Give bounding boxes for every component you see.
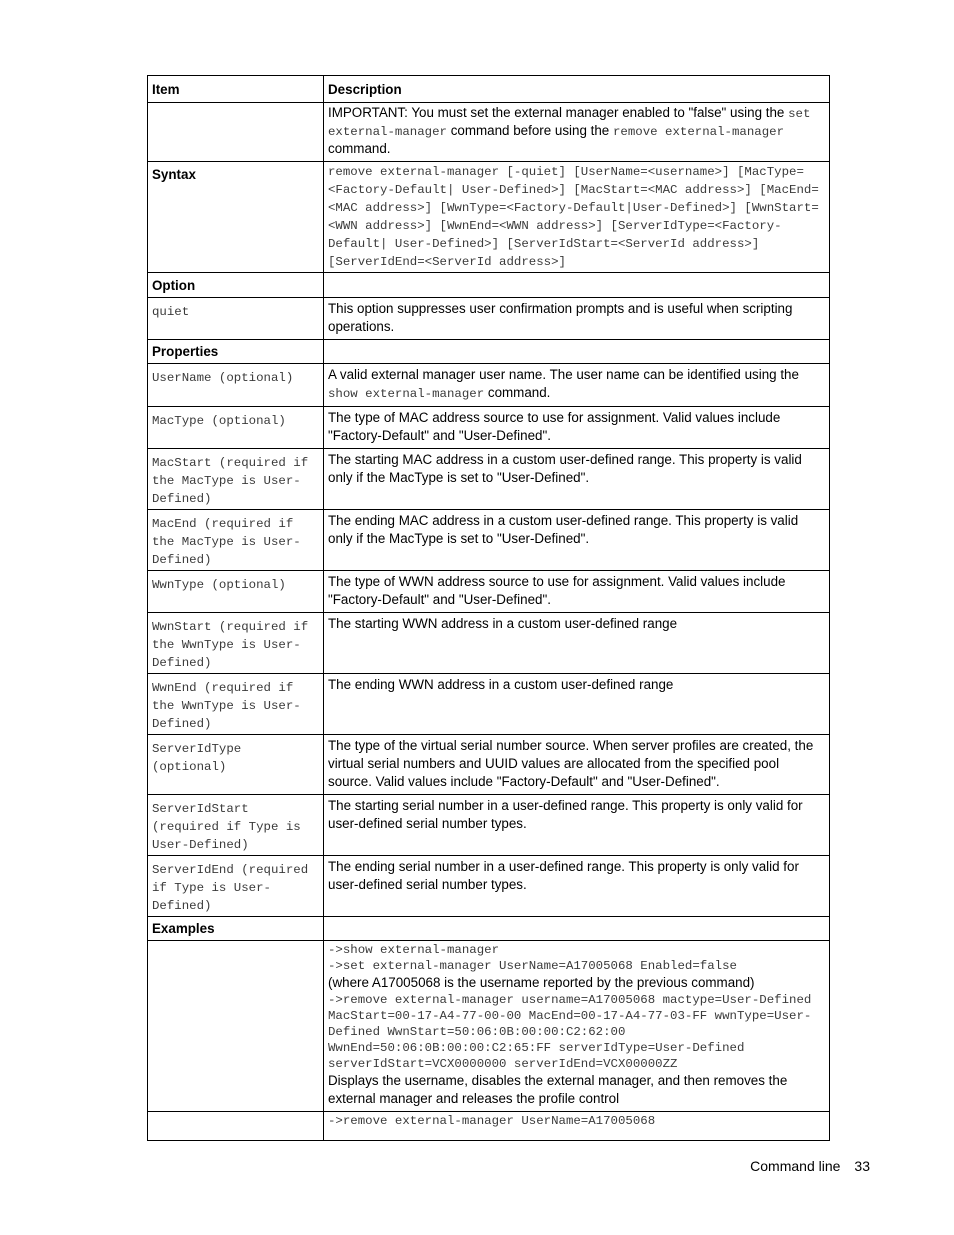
example-2-cell (324, 1112, 830, 1141)
prop-wwnstart-desc: The starting WWN address in a custom user-defined range (324, 613, 830, 674)
page-footer (750, 1158, 870, 1174)
header-item: Item (148, 76, 324, 103)
empty-cell (324, 917, 830, 941)
empty-cell (324, 340, 830, 364)
header-description: Description (324, 76, 830, 103)
examples-section-row (148, 917, 830, 941)
prop-serveridtype-name: ServerIdType (optional) (152, 742, 242, 774)
syntax-code: remove external-manager [-quiet] [UserName=<username>] [MacType=<Factory-Default| User-Defined>] [MacStart=<MAC address>] [MacEnd=<MAC address>] [WwnType=<Factory-Default|User-Defined>] [WwnStart=<WWN address>] [WwnEnd=<WWN address>] [ServerIdType=<Factory-Default| User-Defined>] [ServerIdStart=<ServerId address>] [ServerIdEnd=<ServerId address>] (328, 165, 819, 269)
prop-macstart-name: MacStart (required if the MacType is User-Defined) (152, 456, 309, 506)
prop-wwnstart-name-cell (148, 613, 324, 674)
prop-username-desc-2: command. (484, 385, 551, 400)
empty-cell (324, 273, 830, 298)
command-reference-table (147, 75, 830, 1141)
option-quiet-name-cell (148, 298, 324, 340)
prop-serveridstart-row (148, 795, 830, 856)
prop-username-desc (324, 364, 830, 407)
prop-mactype-row (148, 407, 830, 449)
prop-wwnstart-row (148, 613, 830, 674)
empty-cell (148, 1112, 324, 1141)
prop-mactype-name-cell (148, 407, 324, 449)
prop-username-code: show external-manager (328, 387, 485, 401)
prop-serveridend-name-cell (148, 856, 324, 917)
prop-macstart-desc: The starting MAC address in a custom user-defined range. This property is valid only if the MacType is set to "User-Defined". (324, 449, 830, 510)
important-code-2: remove external-manager (612, 125, 785, 139)
prop-wwntype-name-cell (148, 571, 324, 613)
option-label: Option (148, 273, 324, 298)
prop-macstart-name-cell (148, 449, 324, 510)
prop-wwnstart-name: WwnStart (required if the WwnType is User-Defined) (152, 620, 309, 670)
prop-mactype-desc: The type of MAC address source to use for assignment. Valid values include "Factory-Default" and "User-Defined". (324, 407, 830, 449)
prop-serveridend-name: ServerIdEnd (required if Type is User-Defined) (152, 863, 309, 913)
option-section-row (148, 273, 830, 298)
prop-wwntype-name: WwnType (optional) (152, 578, 286, 592)
example-1-desc: Displays the username, disables the external manager, and then removes the external manager and releases the profile control (328, 1073, 788, 1106)
prop-wwntype-row (148, 571, 830, 613)
prop-macend-name-cell (148, 510, 324, 571)
prop-username-row (148, 364, 830, 407)
properties-label: Properties (148, 340, 324, 364)
example-1-cell (324, 941, 830, 1112)
examples-label: Examples (148, 917, 324, 941)
option-quiet-name: quiet (152, 305, 190, 319)
example-2-row (148, 1112, 830, 1141)
syntax-cell (324, 162, 830, 273)
prop-macend-row (148, 510, 830, 571)
prop-wwnend-name-cell (148, 674, 324, 735)
prop-username-name: UserName (optional) (152, 371, 294, 385)
prop-serveridend-row (148, 856, 830, 917)
prop-macstart-row (148, 449, 830, 510)
syntax-label: Syntax (148, 162, 324, 273)
prop-wwnend-desc: The ending WWN address in a custom user-defined range (324, 674, 830, 735)
empty-cell (148, 941, 324, 1112)
prop-serveridtype-name-cell (148, 735, 324, 795)
example-1-row (148, 941, 830, 1112)
example-1-line-1: ->show external-manager (328, 943, 500, 957)
prop-username-name-cell (148, 364, 324, 407)
important-row (148, 103, 830, 162)
example-2-line-1: ->remove external-manager UserName=A17005068 (328, 1114, 656, 1128)
prop-serveridtype-desc: The type of the virtual serial number source. When server profiles are created, the virtual serial numbers and UUID values are allocated from the specified pool source. Valid values include "Factory-Default" and "User-Defined". (324, 735, 830, 795)
properties-section-row (148, 340, 830, 364)
prop-serveridstart-name-cell (148, 795, 324, 856)
important-text-3: command. (328, 141, 391, 156)
example-1-note: (where A17005068 is the username reported by the previous command) (328, 975, 755, 990)
important-text-1: IMPORTANT: You must set the external manager enabled to "false" using the (328, 105, 789, 120)
prop-wwntype-desc: The type of WWN address source to use for assignment. Valid values include "Factory-Default" and "User-Defined". (324, 571, 830, 613)
prop-wwnend-row (148, 674, 830, 735)
page-number: 33 (854, 1158, 870, 1174)
prop-username-desc-1: A valid external manager user name. The user name can be identified using the (328, 367, 799, 382)
option-quiet-desc: This option suppresses user confirmation prompts and is useful when scripting operations. (324, 298, 830, 340)
prop-serveridstart-desc: The starting serial number in a user-defined range. This property is only valid for user-defined serial number types. (324, 795, 830, 856)
prop-serveridend-desc: The ending serial number in a user-defined range. This property is only valid for user-defined serial number types. (324, 856, 830, 917)
option-quiet-row (148, 298, 830, 340)
example-1-line-3: ->remove external-manager username=A17005068 mactype=User-Defined MacStart=00-17-A4-77-00-00 MacEnd=00-17-A4-77-03-FF wwnType=User-Defined WwnStart=50:06:0B:00:00:C2:62:00 WwnEnd=50:06:0B:00:00:C2:65:FF serverIdType=User-Defined serverIdStart=VCX0000000 serverIdEnd=VCX00000ZZ (328, 993, 812, 1071)
footer-section-title: Command line (750, 1158, 841, 1174)
prop-mactype-name: MacType (optional) (152, 414, 286, 428)
syntax-row (148, 162, 830, 273)
important-code-1: set external-manager (328, 107, 811, 139)
prop-macend-name: MacEnd (required if the MacType is User-Defined) (152, 517, 301, 567)
prop-macend-desc: The ending MAC address in a custom user-defined range. This property is valid only if the MacType is set to "User-Defined". (324, 510, 830, 571)
important-note (324, 103, 830, 162)
important-text-2: command before using the (446, 123, 613, 138)
prop-serveridstart-name: ServerIdStart (required if Type is User-Defined) (152, 802, 301, 852)
example-1-line-2: ->set external-manager UserName=A17005068 Enabled=false (328, 959, 737, 973)
empty-cell (148, 103, 324, 162)
prop-wwnend-name: WwnEnd (required if the WwnType is User-Defined) (152, 681, 301, 731)
prop-serveridtype-row (148, 735, 830, 795)
table-header-row (148, 76, 830, 103)
